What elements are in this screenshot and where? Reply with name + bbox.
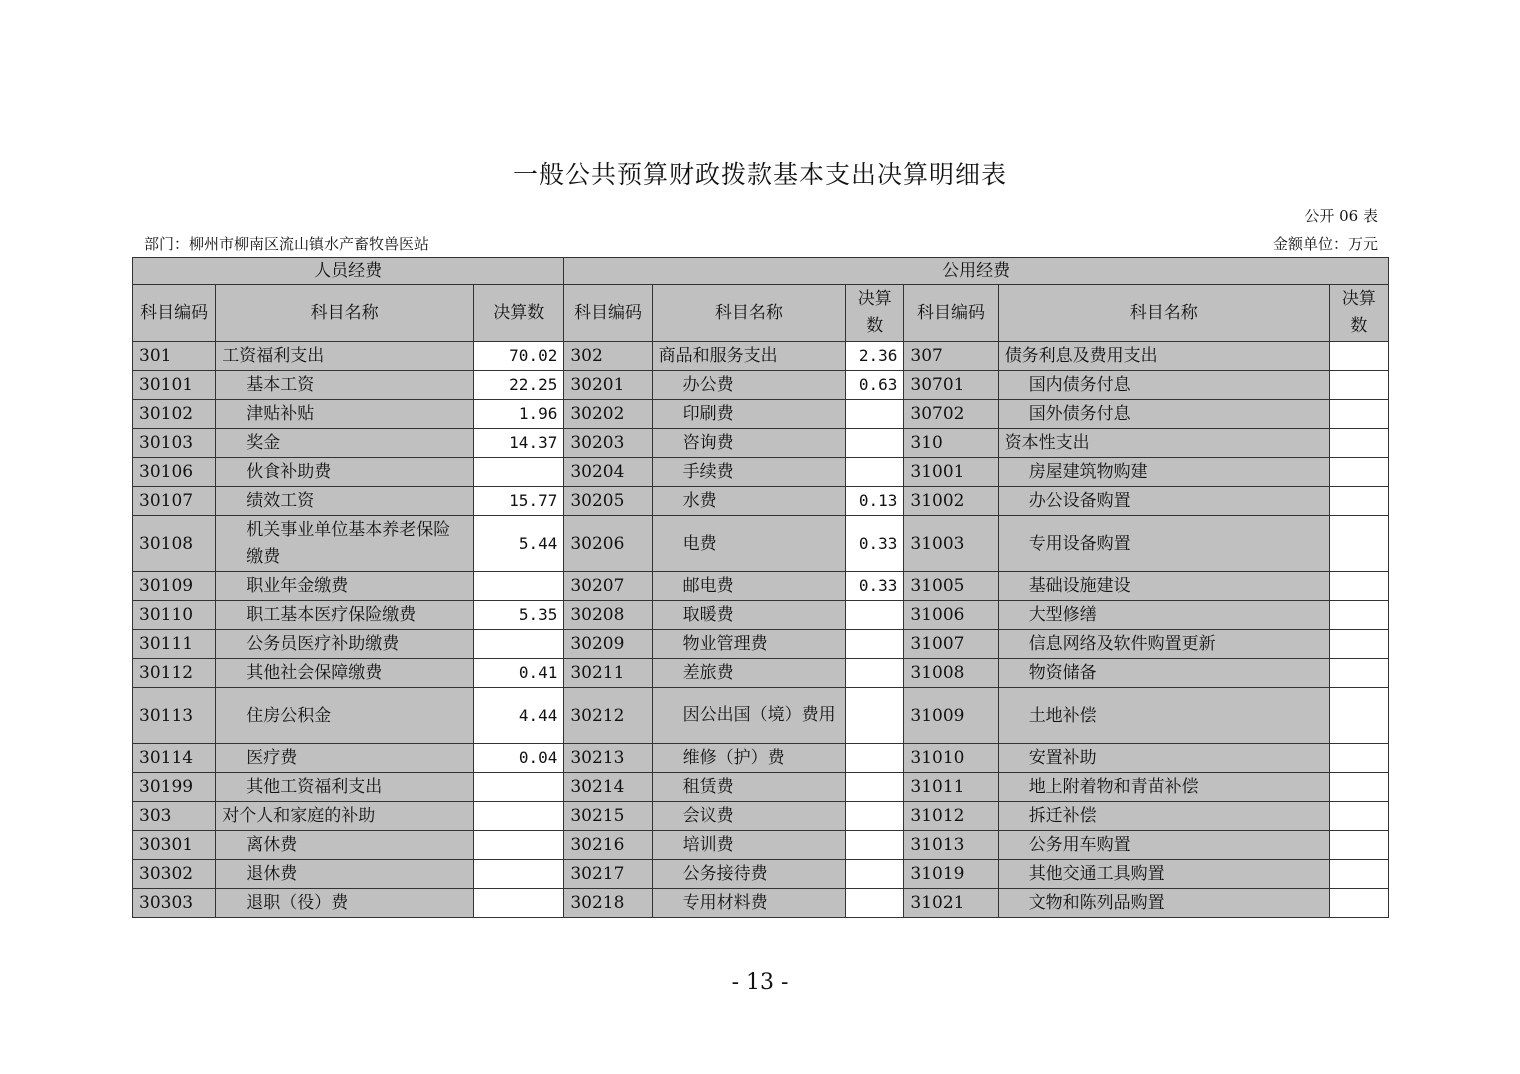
cell-name: 咨询费 <box>652 429 846 458</box>
cell-amount <box>1329 458 1388 487</box>
cell-code: 30213 <box>564 744 652 773</box>
expenditure-detail-table <box>132 257 1389 918</box>
cell-amount: 14.37 <box>474 429 564 458</box>
cell-amount <box>1329 601 1388 630</box>
cell-amount <box>846 773 904 802</box>
cell-name: 奖金 <box>216 429 474 458</box>
cell-amount: 0.33 <box>846 516 904 572</box>
table-row <box>133 400 1389 429</box>
cell-name: 因公出国（境）费用 <box>652 688 846 744</box>
page-number: - 13 - <box>731 970 789 995</box>
cell-code: 301 <box>133 342 216 371</box>
cell-name: 职业年金缴费 <box>216 572 474 601</box>
cell-name: 基本工资 <box>216 371 474 400</box>
table-row <box>133 831 1389 860</box>
cell-amount: 15.77 <box>474 487 564 516</box>
cell-name: 办公设备购置 <box>998 487 1329 516</box>
cell-name: 文物和陈列品购置 <box>998 889 1329 918</box>
cell-name: 差旅费 <box>652 659 846 688</box>
cell-code: 307 <box>904 342 998 371</box>
cell-code: 30102 <box>133 400 216 429</box>
cell-code: 30206 <box>564 516 652 572</box>
cell-code: 30303 <box>133 889 216 918</box>
cell-amount <box>474 773 564 802</box>
cell-code: 31012 <box>904 802 998 831</box>
cell-amount <box>474 630 564 659</box>
cell-amount: 70.02 <box>474 342 564 371</box>
cell-code: 30212 <box>564 688 652 744</box>
cell-amount <box>846 860 904 889</box>
cell-code: 30101 <box>133 371 216 400</box>
cell-amount: 0.13 <box>846 487 904 516</box>
header-code: 科目编码 <box>904 285 998 342</box>
cell-amount: 2.36 <box>846 342 904 371</box>
cell-name: 对个人和家庭的补助 <box>216 802 474 831</box>
table-row <box>133 802 1389 831</box>
cell-name: 医疗费 <box>216 744 474 773</box>
cell-amount <box>1329 371 1388 400</box>
cell-code: 30103 <box>133 429 216 458</box>
cell-name: 机关事业单位基本养老保险缴费 <box>216 516 474 572</box>
cell-code: 30112 <box>133 659 216 688</box>
cell-amount <box>1329 773 1388 802</box>
cell-code: 31013 <box>904 831 998 860</box>
cell-amount <box>846 458 904 487</box>
cell-code: 31002 <box>904 487 998 516</box>
cell-name: 离休费 <box>216 831 474 860</box>
cell-name: 津贴补贴 <box>216 400 474 429</box>
table-row <box>133 371 1389 400</box>
cell-code: 31008 <box>904 659 998 688</box>
cell-name: 公务员医疗补助缴费 <box>216 630 474 659</box>
cell-amount <box>1329 429 1388 458</box>
cell-code: 30107 <box>133 487 216 516</box>
table-row <box>133 688 1389 744</box>
table-row <box>133 601 1389 630</box>
cell-code: 31009 <box>904 688 998 744</box>
cell-code: 303 <box>133 802 216 831</box>
cell-code: 30106 <box>133 458 216 487</box>
table-row <box>133 744 1389 773</box>
cell-code: 30302 <box>133 860 216 889</box>
page-title: 一般公共预算财政拨款基本支出决算明细表 <box>512 160 1007 189</box>
table-row <box>133 630 1389 659</box>
cell-amount: 0.63 <box>846 371 904 400</box>
cell-code: 31021 <box>904 889 998 918</box>
cell-amount: 5.44 <box>474 516 564 572</box>
cell-amount <box>474 802 564 831</box>
cell-amount: 22.25 <box>474 371 564 400</box>
cell-name: 工资福利支出 <box>216 342 474 371</box>
cell-code: 31001 <box>904 458 998 487</box>
form-number: 公开 06 表 <box>1304 207 1378 225</box>
cell-name: 国内债务付息 <box>998 371 1329 400</box>
cell-amount <box>846 889 904 918</box>
section-header-row <box>133 258 1389 285</box>
cell-amount <box>474 572 564 601</box>
section-personnel: 人员经费 <box>133 258 564 285</box>
header-amount: 决算数 <box>846 285 904 342</box>
table-row <box>133 458 1389 487</box>
cell-code: 30301 <box>133 831 216 860</box>
cell-amount: 5.35 <box>474 601 564 630</box>
cell-amount <box>474 831 564 860</box>
table-row <box>133 773 1389 802</box>
cell-code: 30217 <box>564 860 652 889</box>
cell-name: 电费 <box>652 516 846 572</box>
cell-code: 30701 <box>904 371 998 400</box>
cell-code: 31005 <box>904 572 998 601</box>
cell-amount <box>1329 572 1388 601</box>
cell-name: 地上附着物和青苗补偿 <box>998 773 1329 802</box>
cell-code: 30199 <box>133 773 216 802</box>
cell-name: 物业管理费 <box>652 630 846 659</box>
cell-name: 基础设施建设 <box>998 572 1329 601</box>
cell-code: 30203 <box>564 429 652 458</box>
header-code: 科目编码 <box>564 285 652 342</box>
cell-name: 专用材料费 <box>652 889 846 918</box>
cell-amount <box>1329 889 1388 918</box>
amount-unit-label: 金额单位：万元 <box>1272 235 1378 253</box>
department-label: 部门：柳州市柳南区流山镇水产畜牧兽医站 <box>144 235 430 253</box>
cell-code: 31019 <box>904 860 998 889</box>
cell-name: 其他社会保障缴费 <box>216 659 474 688</box>
cell-amount <box>1329 659 1388 688</box>
table-row <box>133 487 1389 516</box>
cell-amount <box>1329 400 1388 429</box>
cell-code: 30208 <box>564 601 652 630</box>
cell-code: 30113 <box>133 688 216 744</box>
cell-amount <box>1329 688 1388 744</box>
cell-code: 30108 <box>133 516 216 572</box>
section-public: 公用经费 <box>564 258 1389 285</box>
cell-name: 资本性支出 <box>998 429 1329 458</box>
cell-amount <box>846 429 904 458</box>
cell-name: 其他工资福利支出 <box>216 773 474 802</box>
cell-amount <box>1329 744 1388 773</box>
cell-code: 31006 <box>904 601 998 630</box>
cell-code: 30204 <box>564 458 652 487</box>
cell-name: 物资储备 <box>998 659 1329 688</box>
cell-amount <box>1329 860 1388 889</box>
cell-code: 30209 <box>564 630 652 659</box>
cell-name: 债务利息及费用支出 <box>998 342 1329 371</box>
cell-name: 取暖费 <box>652 601 846 630</box>
cell-amount: 0.04 <box>474 744 564 773</box>
table-row <box>133 659 1389 688</box>
cell-name: 退休费 <box>216 860 474 889</box>
cell-code: 30202 <box>564 400 652 429</box>
cell-name: 水费 <box>652 487 846 516</box>
cell-amount <box>846 601 904 630</box>
table-body <box>133 258 1389 918</box>
cell-name: 住房公积金 <box>216 688 474 744</box>
cell-name: 维修（护）费 <box>652 744 846 773</box>
cell-amount <box>474 889 564 918</box>
cell-name: 拆迁补偿 <box>998 802 1329 831</box>
cell-name: 会议费 <box>652 802 846 831</box>
cell-amount <box>846 744 904 773</box>
cell-code: 30114 <box>133 744 216 773</box>
cell-code: 30207 <box>564 572 652 601</box>
cell-name: 绩效工资 <box>216 487 474 516</box>
cell-amount: 0.33 <box>846 572 904 601</box>
cell-name: 伙食补助费 <box>216 458 474 487</box>
cell-code: 302 <box>564 342 652 371</box>
cell-name: 印刷费 <box>652 400 846 429</box>
cell-name: 手续费 <box>652 458 846 487</box>
cell-code: 31011 <box>904 773 998 802</box>
cell-amount: 4.44 <box>474 688 564 744</box>
cell-name: 办公费 <box>652 371 846 400</box>
cell-name: 专用设备购置 <box>998 516 1329 572</box>
table-row <box>133 342 1389 371</box>
cell-name: 公务接待费 <box>652 860 846 889</box>
cell-name: 大型修缮 <box>998 601 1329 630</box>
cell-code: 30216 <box>564 831 652 860</box>
cell-code: 31007 <box>904 630 998 659</box>
header-name: 科目名称 <box>998 285 1329 342</box>
header-name: 科目名称 <box>652 285 846 342</box>
cell-amount <box>1329 516 1388 572</box>
cell-name: 商品和服务支出 <box>652 342 846 371</box>
cell-name: 租赁费 <box>652 773 846 802</box>
cell-code: 31003 <box>904 516 998 572</box>
cell-amount <box>1329 630 1388 659</box>
cell-amount <box>846 688 904 744</box>
table-row <box>133 860 1389 889</box>
cell-code: 30702 <box>904 400 998 429</box>
cell-amount: 1.96 <box>474 400 564 429</box>
table-row <box>133 889 1389 918</box>
cell-name: 其他交通工具购置 <box>998 860 1329 889</box>
column-header-row <box>133 285 1389 342</box>
cell-code: 30201 <box>564 371 652 400</box>
header-name: 科目名称 <box>216 285 474 342</box>
table-row <box>133 429 1389 458</box>
cell-amount <box>474 860 564 889</box>
cell-code: 30214 <box>564 773 652 802</box>
cell-name: 房屋建筑物购建 <box>998 458 1329 487</box>
cell-code: 31010 <box>904 744 998 773</box>
cell-name: 安置补助 <box>998 744 1329 773</box>
cell-amount <box>1329 802 1388 831</box>
cell-amount <box>474 458 564 487</box>
cell-name: 信息网络及软件购置更新 <box>998 630 1329 659</box>
header-code: 科目编码 <box>133 285 216 342</box>
cell-amount <box>1329 831 1388 860</box>
cell-amount: 0.41 <box>474 659 564 688</box>
cell-amount <box>1329 342 1388 371</box>
header-amount: 决算数 <box>474 285 564 342</box>
header-amount: 决算数 <box>1329 285 1388 342</box>
cell-code: 30215 <box>564 802 652 831</box>
cell-name: 培训费 <box>652 831 846 860</box>
cell-name: 职工基本医疗保险缴费 <box>216 601 474 630</box>
cell-code: 310 <box>904 429 998 458</box>
cell-amount <box>846 659 904 688</box>
table-row <box>133 516 1389 572</box>
cell-name: 退职（役）费 <box>216 889 474 918</box>
cell-amount <box>846 831 904 860</box>
cell-amount <box>1329 487 1388 516</box>
cell-amount <box>846 802 904 831</box>
cell-name: 土地补偿 <box>998 688 1329 744</box>
cell-amount <box>846 630 904 659</box>
cell-code: 30110 <box>133 601 216 630</box>
cell-name: 公务用车购置 <box>998 831 1329 860</box>
cell-name: 国外债务付息 <box>998 400 1329 429</box>
cell-amount <box>846 400 904 429</box>
cell-name: 邮电费 <box>652 572 846 601</box>
cell-code: 30111 <box>133 630 216 659</box>
cell-code: 30205 <box>564 487 652 516</box>
cell-code: 30211 <box>564 659 652 688</box>
table-row <box>133 572 1389 601</box>
cell-code: 30109 <box>133 572 216 601</box>
cell-code: 30218 <box>564 889 652 918</box>
